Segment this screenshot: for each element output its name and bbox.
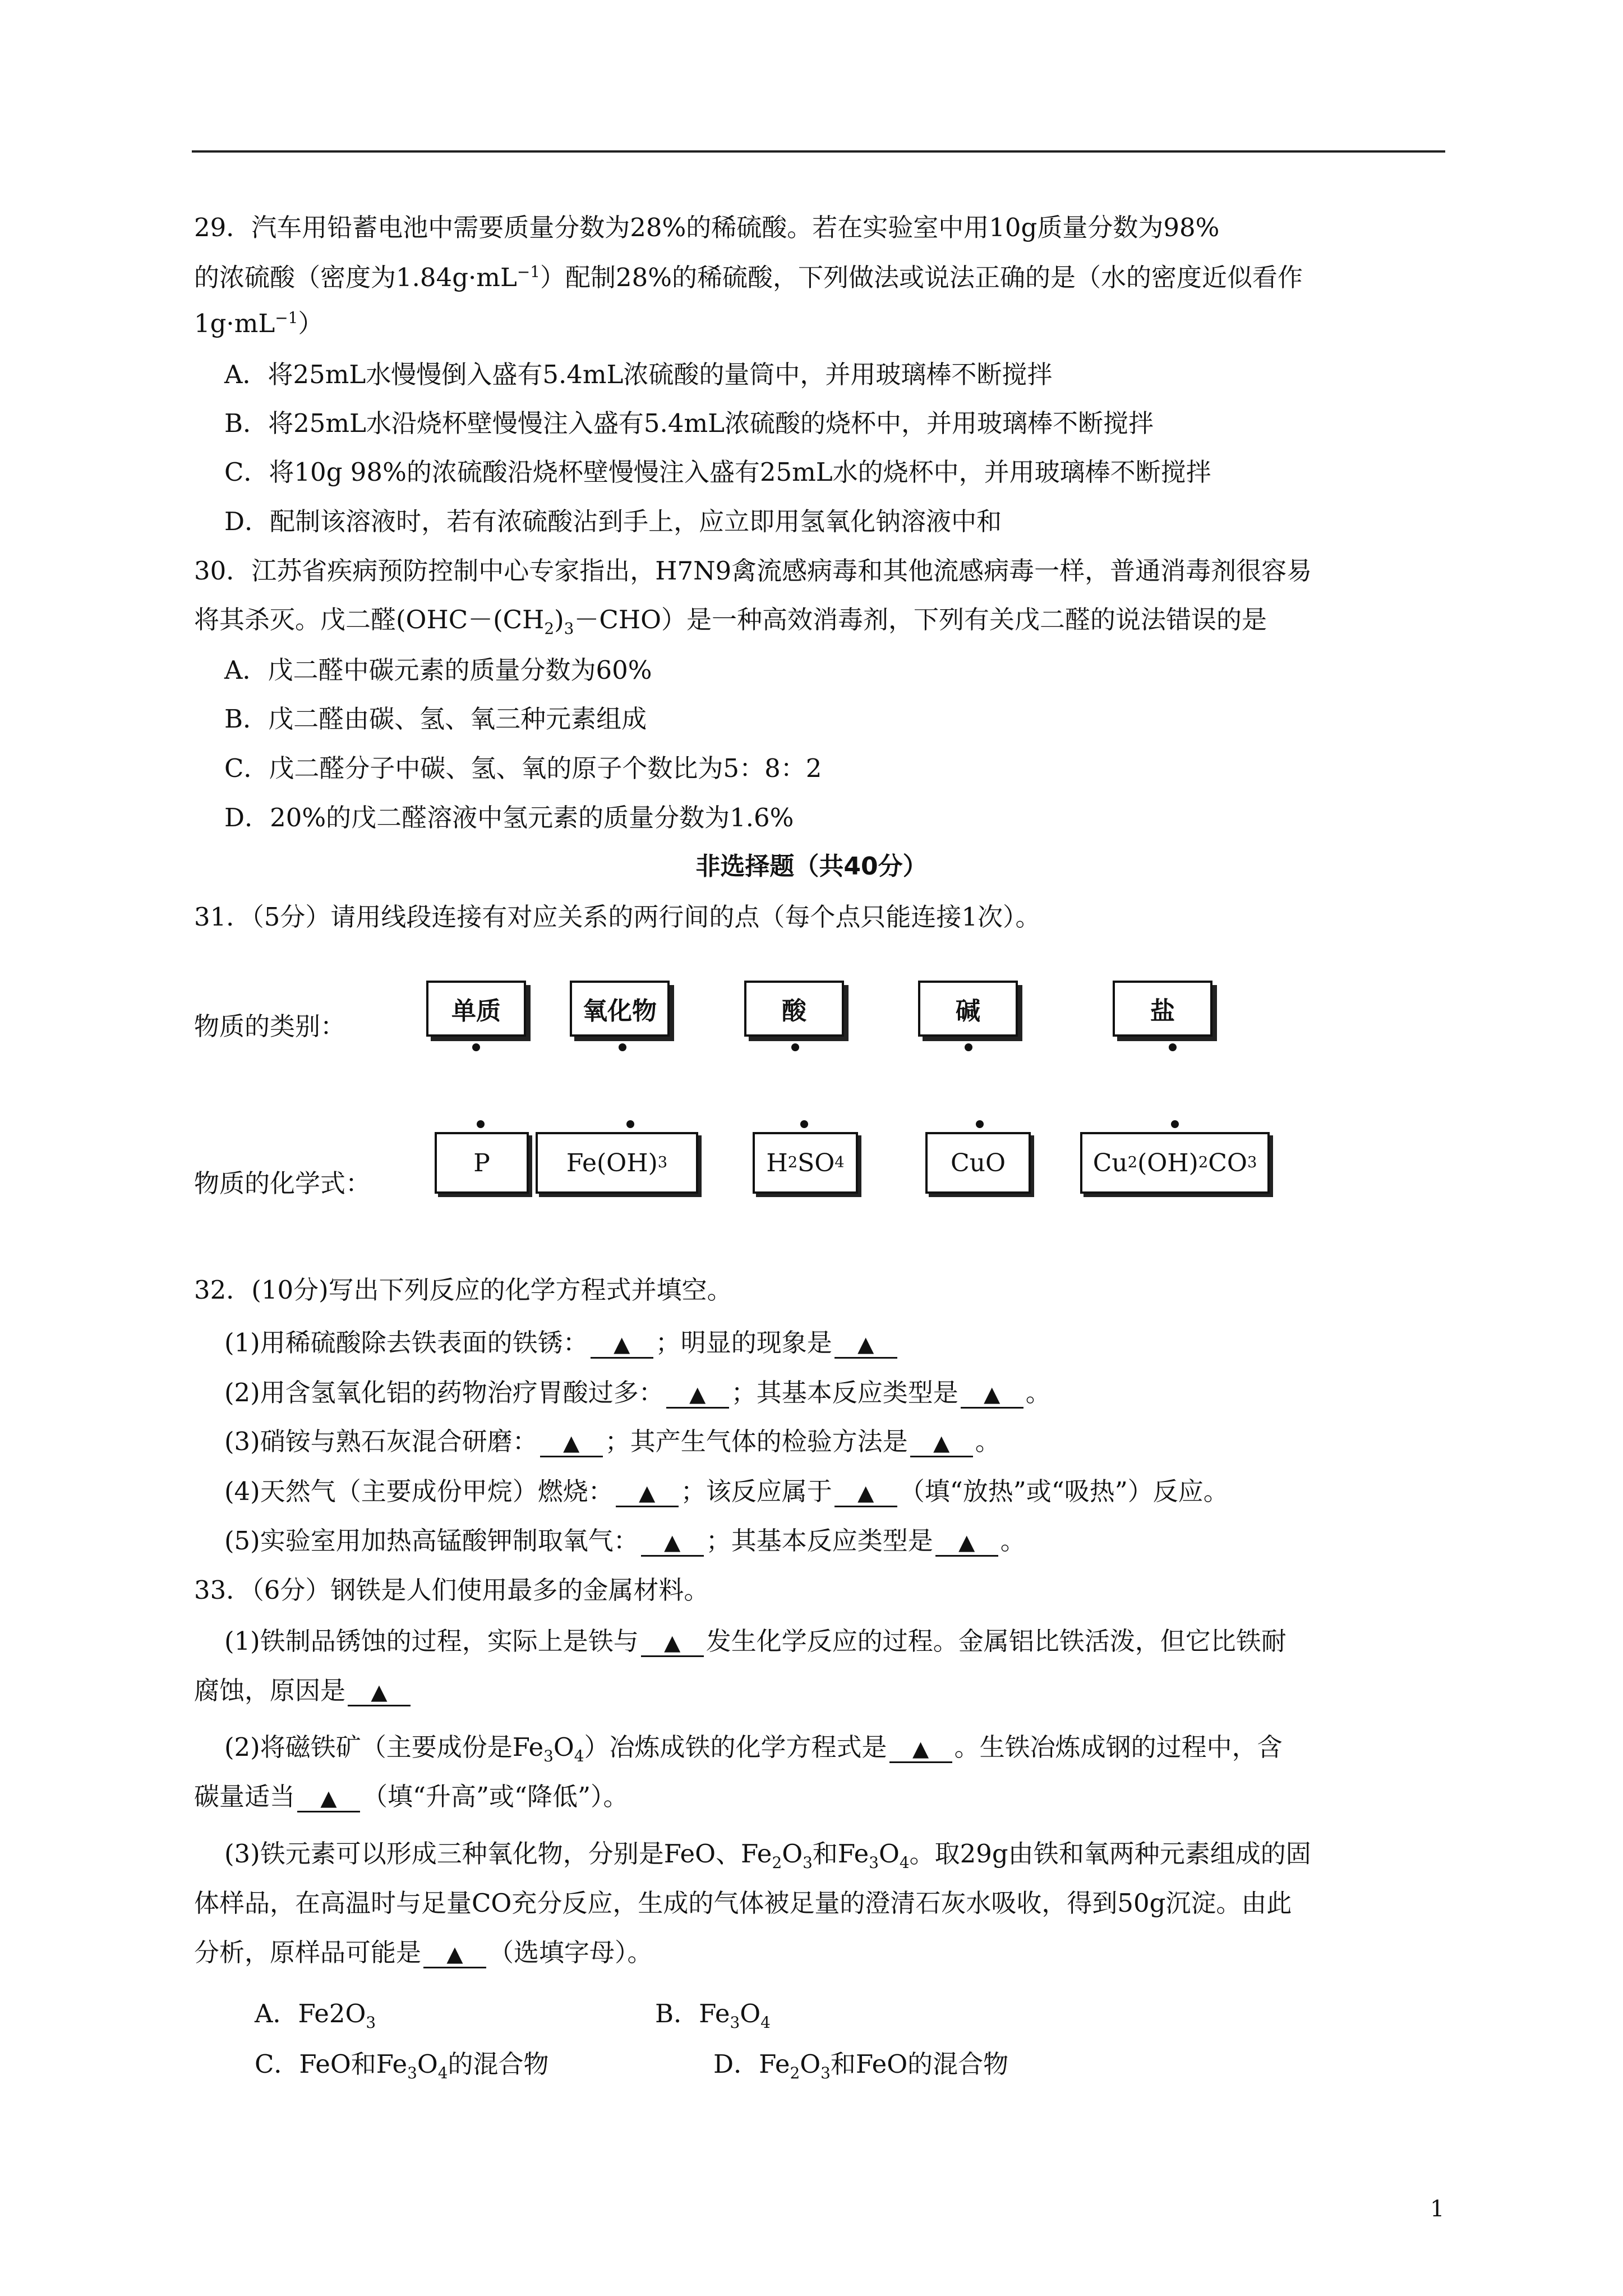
formula-box-feoh3: Fe(OH) 3 — [536, 1132, 698, 1194]
formula-dot-p[interactable] — [477, 1120, 485, 1128]
page-number: 1 — [1430, 2196, 1445, 2222]
answer-blank[interactable]: ▲ — [834, 1331, 897, 1359]
q29-option-a: A．将25mL水慢慢倒入盛有5.4mL浓硫酸的量筒中，并用玻璃棒不断搅拌 — [224, 360, 1053, 389]
q29-stem-line3: $1g\cdot mL^{-1}$） — [194, 309, 324, 338]
category-box-oxide: 氧化物 — [570, 981, 670, 1037]
q29-option-d: D．配制该溶液时，若有浓硫酸沾到手上，应立即用氢氧化钠溶液中和 — [224, 507, 1002, 536]
header-rule — [192, 150, 1445, 153]
q29-option-c: C．将10g 98%的浓硫酸沿烧杯壁慢慢注入盛有25mL水的烧杯中，并用玻璃棒不断搅拌 — [224, 457, 1211, 487]
section-title: 非选择题（共40分） — [695, 852, 928, 881]
answer-blank[interactable]: ▲ — [889, 1736, 952, 1763]
q32-item-1: (1)用稀硫酸除去铁表面的铁锈： ▲ ；明显的现象是 ▲ — [224, 1326, 900, 1360]
category-dot-acid[interactable] — [791, 1043, 799, 1051]
q33-option-b: B．$Fe_3O_4$ — [655, 1999, 771, 2032]
category-box-base: 碱 — [918, 981, 1018, 1037]
q30-option-b: B．戊二醛由碳、氢、氧三种元素组成 — [224, 704, 647, 734]
q33-option-c: C．FeO和$Fe_3O_4$的混合物 — [255, 2049, 549, 2082]
answer-blank[interactable]: ▲ — [423, 1941, 486, 1968]
q30-stem-line1: 30．江苏省疾病预防控制中心专家指出，H7N9禽流感病毒和其他流感病毒一样，普通消毒剂很容易 — [194, 556, 1312, 586]
q33-part1-line1: (1)铁制品锈蚀的过程，实际上是铁与 ▲ 发生化学反应的过程。金属铝比铁活泼，但它比铁耐 — [224, 1626, 1287, 1656]
q30-stem-line2: 将其杀灭。戊二醛$(OHC-(CH_2)_3-CHO)$是一种高效消毒剂，下列有关戊二醛的说法错误的是 — [194, 605, 1267, 638]
answer-blank[interactable]: ▲ — [348, 1679, 411, 1706]
answer-blank[interactable]: ▲ — [961, 1381, 1023, 1409]
q33-part2-line2: 碳量适当 ▲ （填“升高”或“降低”）。 — [194, 1782, 629, 1811]
formula-box-h2so4: H 2 SO 4 — [753, 1132, 858, 1194]
q33-option-d: D．$Fe_2O_3$和FeO的混合物 — [713, 2049, 1009, 2082]
answer-blank[interactable]: ▲ — [834, 1480, 897, 1507]
q33-part3-line1: (3)铁元素可以形成三种氧化物，分别是FeO、$Fe_2O_3$和$Fe_3O_4$。取29g由铁和氧两种元素组成的固 — [224, 1839, 1311, 1872]
answer-blank[interactable]: ▲ — [297, 1785, 360, 1812]
q31-row1-label: 物质的类别： — [194, 1011, 346, 1041]
category-dot-element[interactable] — [472, 1043, 480, 1051]
q32-item-4: (4)天然气（主要成份甲烷）燃烧： ▲ ；该反应属于 ▲ （填“放热”或“吸热”）反应。 — [224, 1476, 1229, 1506]
formula-dot-feoh3[interactable] — [626, 1120, 634, 1128]
q30-option-a: A．戊二醛中碳元素的质量分数为60% — [224, 655, 652, 685]
category-dot-salt[interactable] — [1169, 1043, 1177, 1051]
formula-box-p: P — [435, 1132, 529, 1194]
category-dot-base[interactable] — [965, 1043, 972, 1051]
answer-blank[interactable]: ▲ — [666, 1381, 729, 1409]
q33-part3-line3: 分析，原样品可能是 ▲ （选填字母）。 — [194, 1938, 653, 1967]
q30-option-c: C．戊二醛分子中碳、氢、氧的原子个数比为5：8：2 — [224, 753, 822, 783]
q32-stem: 32．(10分)写出下列反应的化学方程式并填空。 — [194, 1275, 732, 1305]
answer-blank[interactable]: ▲ — [540, 1430, 603, 1457]
answer-blank[interactable]: ▲ — [616, 1480, 679, 1507]
q32-item-2: (2)用含氢氧化铝的药物治疗胃酸过多： ▲ ；其基本反应类型是 ▲ 。 — [224, 1378, 1051, 1407]
q33-part1-line2: 腐蚀，原因是 ▲ — [194, 1674, 413, 1708]
q33-option-a: A．$Fe2O_3$ — [255, 1999, 376, 2032]
category-box-acid: 酸 — [744, 981, 844, 1037]
q29-stem-line2: 的浓硫酸（密度为$1.84g\cdot mL^{-1}$）配制28%的稀硫酸，下列做法或说法正确的是（水的密度近似看作 — [194, 263, 1303, 292]
answer-blank[interactable]: ▲ — [641, 1630, 704, 1657]
formula-dot-cuo[interactable] — [976, 1120, 984, 1128]
category-box-element: 单质 — [426, 981, 526, 1037]
q32-item-5: (5)实验室用加热高锰酸钾制取氧气： ▲ ；其基本反应类型是 ▲ 。 — [224, 1526, 1026, 1556]
q32-item-3: (3)硝铵与熟石灰混合研磨： ▲ ；其产生气体的检验方法是 ▲ 。 — [224, 1427, 1000, 1456]
formula-box-cuo: CuO — [925, 1132, 1031, 1194]
q33-stem: 33．（6分）钢铁是人们使用最多的金属材料。 — [194, 1575, 709, 1605]
q33-part3-line2: 体样品，在高温时与足量CO充分反应，生成的气体被足量的澄清石灰水吸收，得到50g沉淀。由此 — [194, 1888, 1292, 1918]
q31-row2-label: 物质的化学式： — [194, 1168, 371, 1198]
answer-blank[interactable]: ▲ — [910, 1430, 973, 1457]
answer-blank[interactable]: ▲ — [591, 1331, 653, 1359]
answer-blank[interactable]: ▲ — [641, 1529, 704, 1557]
category-box-salt: 盐 — [1113, 981, 1212, 1037]
formula-dot-cu2oh2co3[interactable] — [1171, 1120, 1179, 1128]
q30-option-d: D．20%的戊二醛溶液中氢元素的质量分数为1.6% — [224, 803, 794, 832]
q33-part2-line1: (2)将磁铁矿（主要成份是$Fe_3O_4$）冶炼成铁的化学方程式是 ▲ 。生铁冶炼成钢的过程中，含 — [224, 1732, 1283, 1765]
answer-blank[interactable]: ▲ — [935, 1529, 998, 1557]
category-dot-oxide[interactable] — [619, 1043, 626, 1051]
q29-stem-line1: 29．汽车用铅蓄电池中需要质量分数为28%的稀硫酸。若在实验室中用10g质量分数为98% — [194, 213, 1220, 242]
formula-dot-h2so4[interactable] — [800, 1120, 808, 1128]
formula-box-cu2oh2co3: Cu 2 (OH) 2 CO 3 — [1080, 1132, 1270, 1194]
q29-option-b: B．将25mL水沿烧杯壁慢慢注入盛有5.4mL浓硫酸的烧杯中，并用玻璃棒不断搅拌 — [224, 408, 1154, 438]
q31-stem: 31．（5分）请用线段连接有对应关系的两行间的点（每个点只能连接1次）。 — [194, 902, 1041, 932]
